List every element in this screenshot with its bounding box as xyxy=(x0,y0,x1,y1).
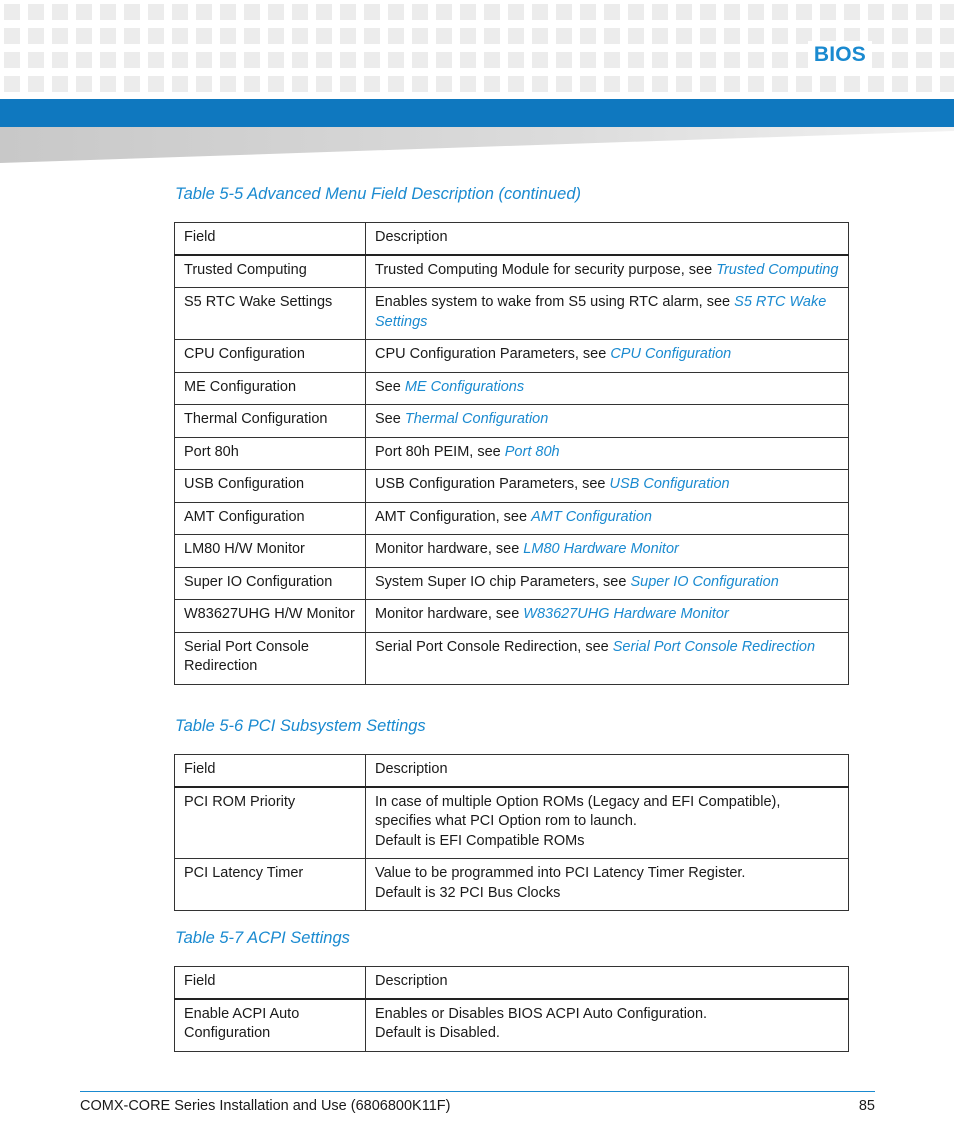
description-cell xyxy=(366,632,849,684)
description-cell xyxy=(366,999,849,1052)
description-cell xyxy=(366,340,849,373)
footer-page-number: 85 xyxy=(858,1098,875,1114)
description-text: Trusted Computing Module for security purpose, see xyxy=(375,261,717,278)
description-text: AMT Configuration, see xyxy=(375,508,532,525)
description-cell xyxy=(366,859,849,911)
cross-reference-link[interactable]: Super IO Configuration xyxy=(630,573,779,590)
description-line: Value to be programmed into PCI Latency Timer Register. xyxy=(375,865,746,881)
description-cell xyxy=(366,288,849,340)
cross-reference-link[interactable]: LM80 Hardware Monitor xyxy=(523,541,679,557)
description-cell xyxy=(366,502,849,535)
cross-reference-link[interactable]: CPU Configuration xyxy=(610,346,732,362)
description-cell xyxy=(366,405,849,438)
field-cell: AMT Configuration xyxy=(175,502,366,535)
table-row xyxy=(175,502,849,535)
column-header-field: Field xyxy=(175,223,366,255)
field-cell: Enable ACPI Auto Configuration xyxy=(175,999,366,1052)
cross-reference-link[interactable]: S5 RTC Wake Settings xyxy=(375,294,827,330)
description-line: Default is EFI Compatible ROMs xyxy=(375,832,585,849)
field-cell: PCI Latency Timer xyxy=(175,859,366,911)
field-cell: USB Configuration xyxy=(175,470,366,503)
field-cell: LM80 H/W Monitor xyxy=(175,535,366,568)
description-line: Enables or Disables BIOS ACPI Auto Configuration. xyxy=(375,1005,708,1022)
cross-reference-link[interactable]: AMT Configuration xyxy=(531,508,652,525)
table-row xyxy=(175,340,849,373)
cross-reference-link[interactable]: Trusted Computing xyxy=(716,261,839,278)
description-line: In case of multiple Option ROMs (Legacy and EFI Compatible), xyxy=(375,793,781,810)
header-swoosh xyxy=(0,127,954,163)
cross-reference-link[interactable]: Port 80h xyxy=(504,443,560,460)
cross-reference-link[interactable]: USB Configuration xyxy=(609,476,730,492)
table-row xyxy=(175,787,849,859)
table-5-6-caption: Table 5-6 PCI Subsystem Settings xyxy=(175,717,426,735)
description-text: System Super IO chip Parameters, see xyxy=(375,573,631,590)
table-row xyxy=(175,535,849,568)
table-header-row xyxy=(175,967,849,999)
description-cell xyxy=(366,567,849,600)
table-header-row xyxy=(175,755,849,787)
cross-reference-link[interactable]: ME Configurations xyxy=(404,378,525,395)
description-cell xyxy=(366,372,849,405)
field-cell: Super IO Configuration xyxy=(175,567,366,600)
table-row xyxy=(175,470,849,503)
table-5-5 xyxy=(174,222,849,685)
cross-reference-link[interactable]: Serial Port Console Redirection xyxy=(612,638,816,655)
footer-doc-title: COMX-CORE Series Installation and Use (6806800K11F) xyxy=(80,1098,451,1114)
column-header-field: Field xyxy=(175,755,366,787)
description-text: Port 80h PEIM, see xyxy=(375,443,505,460)
cross-reference-link[interactable]: W83627UHG Hardware Monitor xyxy=(523,606,729,622)
table-5-6 xyxy=(174,754,849,911)
description-text: Enables system to wake from S5 using RTC alarm, see xyxy=(375,294,735,310)
field-cell: S5 RTC Wake Settings xyxy=(175,288,366,340)
table-row xyxy=(175,437,849,470)
footer-rule xyxy=(80,1091,875,1092)
section-title: BIOS xyxy=(808,41,872,69)
table-row xyxy=(175,632,849,684)
description-text: CPU Configuration Parameters, see xyxy=(375,346,611,362)
description-cell xyxy=(366,437,849,470)
column-header-description: Description xyxy=(366,967,849,999)
table-row xyxy=(175,288,849,340)
column-header-description: Description xyxy=(366,755,849,787)
table-5-7-caption: Table 5-7 ACPI Settings xyxy=(175,929,350,947)
table-5-7 xyxy=(174,966,849,1052)
description-text: See xyxy=(375,378,405,395)
column-header-field: Field xyxy=(175,967,366,999)
description-text: Serial Port Console Redirection, see xyxy=(375,638,613,655)
field-cell: Thermal Configuration xyxy=(175,405,366,438)
description-cell xyxy=(366,787,849,859)
field-cell: W83627UHG H/W Monitor xyxy=(175,600,366,633)
table-row xyxy=(175,859,849,911)
table-row xyxy=(175,372,849,405)
description-text: See xyxy=(375,411,405,427)
table-header-row xyxy=(175,223,849,255)
field-cell: Port 80h xyxy=(175,437,366,470)
table-row xyxy=(175,999,849,1052)
field-cell: CPU Configuration xyxy=(175,340,366,373)
table-5-5-caption: Table 5-5 Advanced Menu Field Description (continued) xyxy=(175,185,582,203)
description-line: Default is 32 PCI Bus Clocks xyxy=(375,884,561,901)
table-row xyxy=(175,567,849,600)
description-text: Monitor hardware, see xyxy=(375,541,524,557)
header-band xyxy=(0,99,954,127)
field-cell: Serial Port Console Redirection xyxy=(175,632,366,684)
table-row xyxy=(175,405,849,438)
table-row xyxy=(175,600,849,633)
field-cell: Trusted Computing xyxy=(175,255,366,288)
description-text: Monitor hardware, see xyxy=(375,606,524,622)
description-cell xyxy=(366,470,849,503)
table-row xyxy=(175,255,849,288)
cross-reference-link[interactable]: Thermal Configuration xyxy=(404,411,549,427)
column-header-description: Description xyxy=(366,223,849,255)
field-cell: PCI ROM Priority xyxy=(175,787,366,859)
description-text: USB Configuration Parameters, see xyxy=(375,476,610,492)
description-cell xyxy=(366,600,849,633)
description-line: specifies what PCI Option rom to launch. xyxy=(375,813,637,829)
field-cell: ME Configuration xyxy=(175,372,366,405)
description-cell xyxy=(366,255,849,288)
description-cell xyxy=(366,535,849,568)
description-line: Default is Disabled. xyxy=(375,1025,500,1041)
